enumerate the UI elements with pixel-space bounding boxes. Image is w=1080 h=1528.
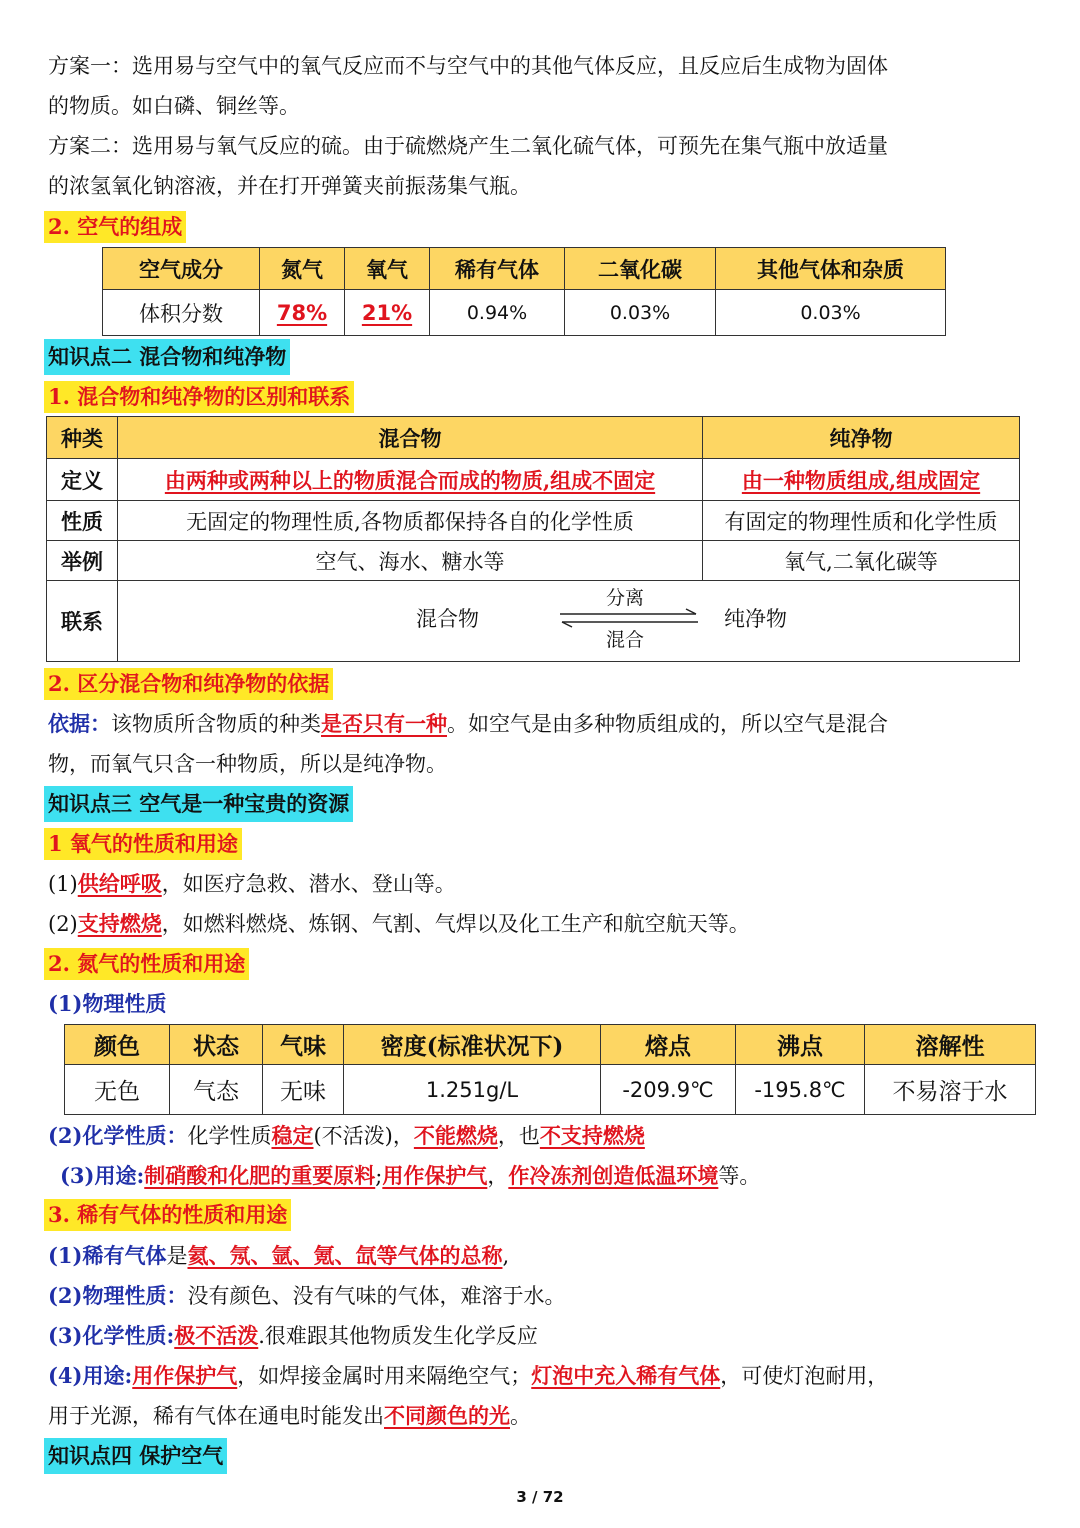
chem-key: 不能燃烧 [413, 1123, 498, 1148]
example-mixture: 空气、海水、糖水等 [118, 541, 703, 581]
kp3-title: 知识点三 空气是一种宝贵的资源 [44, 786, 353, 822]
rare-text: 没有颜色、没有气味的气体，难溶于水。 [187, 1284, 566, 1308]
chem-text: 化学性质 [187, 1124, 272, 1148]
oxygen-key-2: 支持燃烧 [77, 911, 162, 936]
link-mix: 混合 [606, 629, 645, 651]
property-label: 性质 [47, 501, 118, 541]
n2-header-cell: 颜色 [65, 1025, 170, 1065]
rare-label-2: (2)物理性质： [48, 1283, 188, 1308]
n2-value-cell: 1.251g/L [344, 1065, 601, 1115]
chem-text: (不活泼)， [313, 1124, 414, 1148]
example-label: 举例 [47, 541, 118, 581]
kind-header: 种类 [47, 417, 118, 459]
n2-value-cell: -195.8℃ [736, 1065, 865, 1115]
property-pure: 有固定的物理性质和化学性质 [703, 501, 1020, 541]
air-value-cell: 0.03% [716, 290, 946, 336]
oxygen-text-1: ，如医疗急救、潜水、登山等。 [161, 872, 456, 896]
nitrogen-heading: 2. 氮气的性质和用途 [44, 948, 249, 980]
definition-mixture: 由两种或两种以上的物质混合而成的物质,组成不固定 [164, 467, 656, 493]
example-pure: 氧气,二氧化碳等 [703, 541, 1020, 581]
kp2-sub2: 2. 区分混合物和纯净物的依据 [44, 668, 333, 700]
kp4-title: 知识点四 保护空气 [44, 1438, 227, 1474]
rare-label-4: (4)用途: [48, 1363, 133, 1388]
chem-text: ，也 [497, 1124, 540, 1148]
plan2-line1: 方案二：选用易与氧气反应的硫。由于硫燃烧产生二氧化硫气体，可预先在集气瓶中放适量 [48, 134, 888, 158]
rare-line-5 [48, 1396, 1038, 1436]
nitrogen-use-label: (3)用途: [60, 1163, 145, 1188]
n2-header-cell: 沸点 [736, 1025, 865, 1065]
n2-value-cell: 不易溶于水 [865, 1065, 1036, 1115]
list-number: (1) [48, 872, 78, 896]
link-cell [118, 581, 1020, 662]
n2-value-cell: 无色 [65, 1065, 170, 1115]
basis-label: 依据： [48, 711, 111, 736]
n2-value-cell: 气态 [170, 1065, 263, 1115]
basis-line2: 物，而氧气只含一种物质，所以是纯净物。 [48, 752, 447, 776]
oxygen-heading: 1 氧气的性质和用途 [44, 828, 242, 860]
air-value-cell [345, 290, 430, 336]
basis-key: 是否只有一种 [321, 711, 447, 736]
rare-key: 极不活泼 [174, 1323, 259, 1348]
chem-key: 不支持燃烧 [539, 1123, 645, 1148]
n2-header-cell: 状态 [170, 1025, 263, 1065]
rare-line-2 [48, 1276, 1038, 1316]
kp2-sub1: 1. 混合物和纯净物的区别和联系 [44, 381, 354, 413]
nitrogen-property-table [64, 1024, 1036, 1115]
rare-label-1: (1)稀有气体 [48, 1243, 167, 1268]
oxygen-text-2: ，如燃料燃烧、炼钢、气割、气焊以及化工生产和航空航天等。 [161, 912, 750, 936]
definition-pure-cell [703, 459, 1020, 501]
oxygen-key-1: 供给呼吸 [77, 871, 162, 896]
air-header-cell: 其他气体和杂质 [716, 248, 946, 290]
air-composition-table [102, 247, 946, 336]
n2-header-cell: 密度(标准状况下) [344, 1025, 601, 1065]
definition-pure: 由一种物质组成,组成固定 [741, 467, 981, 493]
rare-text: 是 [166, 1244, 188, 1268]
basis-text: 。如空气是由多种物质组成的，所以空气是混合 [447, 712, 888, 736]
rare-text: ，如焊接金属时用来隔绝空气； [237, 1364, 532, 1388]
page-number: 3 / 72 [516, 1488, 564, 1506]
chem-key: 稳定 [271, 1123, 314, 1148]
air-header-cell: 氮气 [260, 248, 345, 290]
rare-line-4 [48, 1356, 1038, 1396]
rare-text: 用于光源，稀有气体在通电时能发出 [48, 1404, 384, 1428]
nitrogen-value: 78% [276, 300, 328, 325]
rare-line-1 [48, 1236, 1038, 1276]
oxygen-use-1 [48, 864, 1038, 904]
use-text: ， [487, 1164, 509, 1188]
rare-key: 用作保护气 [132, 1363, 238, 1388]
rare-key: 灯泡中充入稀有气体 [531, 1363, 721, 1388]
definition-mixture-cell [118, 459, 703, 501]
link-label: 联系 [47, 581, 118, 662]
air-header-cell: 稀有气体 [430, 248, 565, 290]
nitrogen-physical-label: (1)物理性质 [48, 991, 167, 1016]
basis-text: 该物质所含物质的种类 [111, 712, 321, 736]
link-separate: 分离 [606, 587, 645, 609]
mixture-header: 混合物 [118, 417, 703, 459]
n2-header-cell: 熔点 [601, 1025, 736, 1065]
air-value-cell [260, 290, 345, 336]
rare-label-3: (3)化学性质: [48, 1323, 175, 1348]
kp2-title: 知识点二 混合物和纯净物 [44, 339, 290, 375]
plan2-line2: 的浓氢氧化钠溶液，并在打开弹簧夹前振荡集气瓶。 [48, 174, 531, 198]
n2-header-cell: 气味 [263, 1025, 344, 1065]
air-composition-heading: 2. 空气的组成 [44, 211, 186, 243]
air-row-label: 体积分数 [103, 290, 260, 336]
rare-line-3 [48, 1316, 1038, 1356]
air-value-cell: 0.94% [430, 290, 565, 336]
nitrogen-use-line [60, 1156, 1050, 1196]
use-text: 等。 [718, 1164, 761, 1188]
link-pure: 纯净物 [724, 607, 787, 631]
air-header-cell: 空气成分 [103, 248, 260, 290]
nitrogen-chemical-label: (2)化学性质： [48, 1123, 188, 1148]
rare-text: 。 [510, 1404, 531, 1428]
oxygen-value: 21% [361, 300, 413, 325]
air-value-cell: 0.03% [565, 290, 716, 336]
n2-value-cell: 无味 [263, 1065, 344, 1115]
use-key: 作冷冻剂创造低温环境 [508, 1163, 719, 1188]
list-number: (2) [48, 912, 78, 936]
use-key: 用作保护气 [382, 1163, 488, 1188]
rare-text: , [502, 1244, 510, 1268]
use-key: 制硝酸和化肥的重要原料 [144, 1163, 376, 1188]
link-mixture: 混合物 [416, 607, 479, 631]
rare-gas-heading: 3. 稀有气体的性质和用途 [44, 1199, 291, 1231]
use-text: ; [375, 1164, 383, 1188]
air-header-cell: 二氧化碳 [565, 248, 716, 290]
air-header-cell: 氧气 [345, 248, 430, 290]
rare-key: 不同颜色的光 [384, 1403, 510, 1428]
plan1-line1: 方案一：选用易与空气中的氧气反应而不与空气中的其他气体反应，且反应后生成物为固体 [48, 54, 888, 78]
basis-line1 [48, 704, 1038, 744]
definition-label: 定义 [47, 459, 118, 501]
nitrogen-chemical-line [48, 1116, 1038, 1156]
rare-text: .很难跟其他物质发生化学反应 [258, 1324, 538, 1348]
rare-text: ，可使灯泡耐用， [720, 1364, 889, 1388]
oxygen-use-2 [48, 904, 1038, 944]
n2-value-cell: -209.9℃ [601, 1065, 736, 1115]
n2-header-cell: 溶解性 [865, 1025, 1036, 1065]
rare-key: 氦、氖、氩、氪、氙等气体的总称 [187, 1243, 503, 1268]
mixture-pure-table [46, 416, 1020, 662]
pure-header: 纯净物 [703, 417, 1020, 459]
property-mixture: 无固定的物理性质,各物质都保持各自的化学性质 [118, 501, 703, 541]
plan1-line2: 的物质。如白磷、铜丝等。 [48, 94, 300, 118]
